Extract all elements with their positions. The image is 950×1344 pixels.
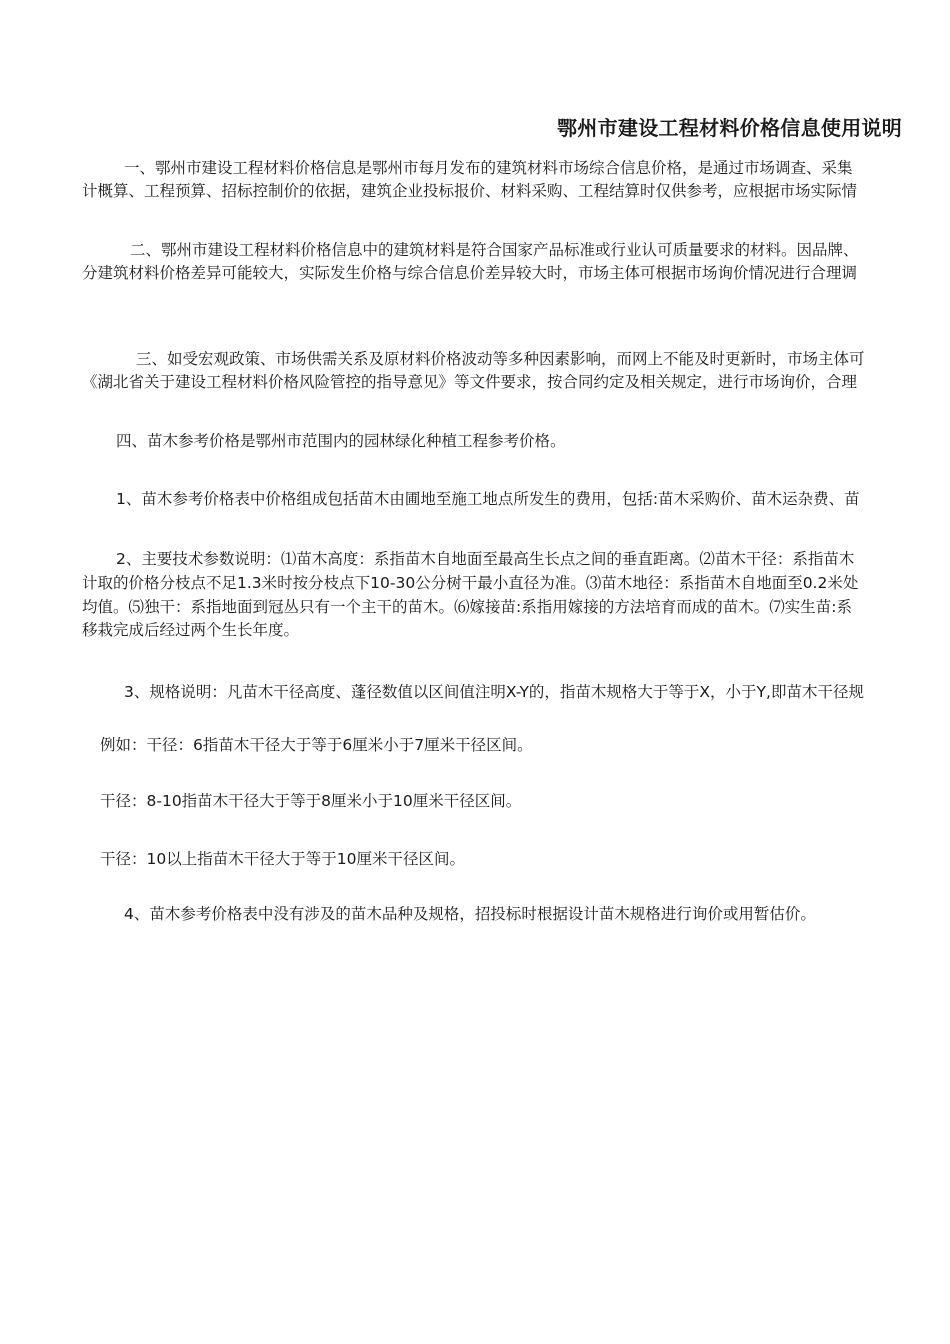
section-5-line-1: 1、苗木参考价格表中价格组成包括苗木由圃地至施工地点所发生的费用，包括:苗木采购价、苗木运杂费、苗	[116, 490, 860, 508]
section-3-line-1: 三、如受宏观政策、市场供需关系及原材料价格波动等多种因素影响，而网上不能及时更新时，市场主体可	[136, 350, 865, 368]
section-2-line-1: 二、鄂州市建设工程材料价格信息中的建筑材料是符合国家产品标准或行业认可质量要求的材料。因品牌、	[130, 241, 859, 259]
example-line-3: 干径：10以上指苗木干径大于等于10厘米干径区间。	[100, 850, 465, 868]
section-4-line-1: 四、苗木参考价格是鄂州市范围内的园林绿化种植工程参考价格。	[116, 432, 566, 450]
section-6-line-3: 均值。⑸独干：系指地面到冠丛只有一个主干的苗木。⑹嫁接苗:系指用嫁接的方法培育而成的苗木。⑺实生苗:系	[82, 598, 852, 616]
section-2-line-2: 分建筑材料价格差异可能较大，实际发生价格与综合信息价差异较大时，市场主体可根据市场询价情况进行合理调	[82, 264, 858, 282]
section-1-line-1: 一、鄂州市建设工程材料价格信息是鄂州市每月发布的建筑材料市场综合信息价格，是通过市场调查、采集	[124, 159, 853, 177]
section-6-line-2: 计取的价格分枝点不足1.3米时按分枝点下10-30公分树干最小直径为准。⑶苗木地径：系指苗木自地面至0.2米处	[82, 574, 859, 592]
document-title: 鄂州市建设工程材料价格信息使用说明	[557, 116, 903, 140]
section-1-line-2: 计概算、工程预算、招标控制价的依据，建筑企业投标报价、材料采购、工程结算时仅供参考，应根据市场实际情	[82, 182, 858, 200]
section-6-line-1: 2、主要技术参数说明：⑴苗木高度：系指苗木自地面至最高生长点之间的垂直距离。⑵苗木干径：系指苗木	[116, 550, 855, 568]
section-6-line-4: 移栽完成后经过两个生长年度。	[82, 621, 300, 639]
example-line-1: 例如：干径：6指苗木干径大于等于6厘米小于7厘米干径区间。	[100, 736, 533, 754]
section-7-line-1: 3、规格说明：凡苗木干径高度、蓬径数值以区间值注明X-Y的，指苗木规格大于等于X，小于Y,即苗木干径规	[124, 683, 864, 701]
example-line-2: 干径：8-10指苗木干径大于等于8厘米小于10厘米干径区间。	[100, 792, 522, 810]
section-11-line-1: 4、苗木参考价格表中没有涉及的苗木品种及规格，招投标时根据设计苗木规格进行询价或用暂估价。	[124, 905, 816, 923]
section-3-line-2: 《湖北省关于建设工程材料价格风险管控的指导意见》等文件要求，按合同约定及相关规定，进行市场询价，合理	[82, 373, 858, 391]
